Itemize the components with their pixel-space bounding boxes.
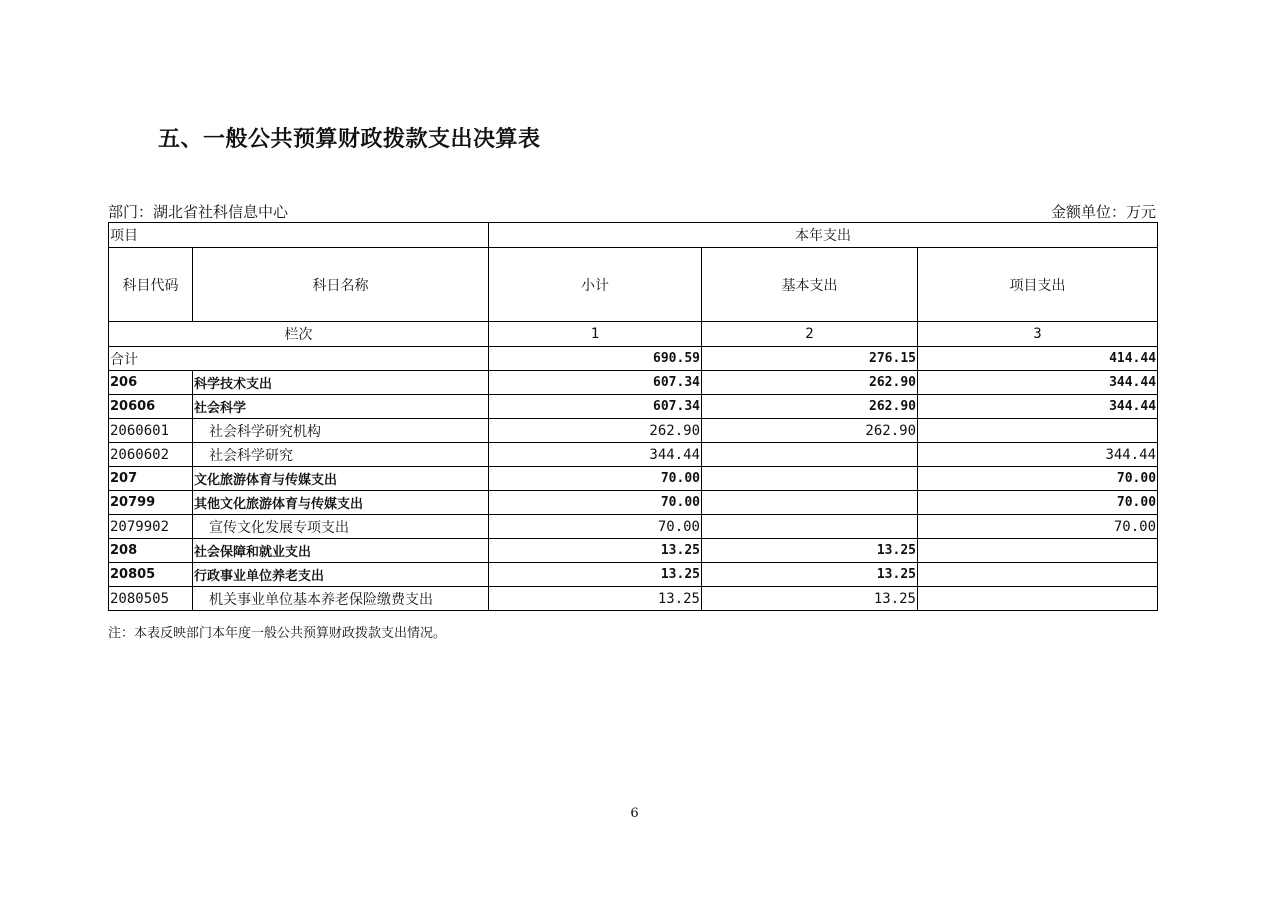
header-name: 科日名称: [193, 248, 489, 322]
row-code: 2080505: [109, 587, 193, 611]
row-subtotal: 13.25: [489, 539, 702, 563]
row-project: [918, 587, 1158, 611]
row-code: 206: [109, 371, 193, 395]
table-row: [109, 491, 1158, 515]
row-basic: 13.25: [702, 539, 918, 563]
department-label: 部门：湖北省社科信息中心: [108, 203, 289, 221]
header-row-2: [109, 248, 1158, 322]
header-item: 项目: [109, 223, 489, 248]
row-name: 社会科学研究: [193, 443, 489, 467]
row-code: 2079902: [109, 515, 193, 539]
row-name: 文化旅游体育与传媒支出: [193, 467, 489, 491]
row-project: 70.00: [918, 467, 1158, 491]
row-name: 宣传文化发展专项支出: [193, 515, 489, 539]
row-basic: [702, 467, 918, 491]
total-row: [109, 347, 1158, 371]
row-basic: 262.90: [702, 419, 918, 443]
total-label: 合计: [109, 347, 489, 371]
table-row: [109, 539, 1158, 563]
row-code: 20805: [109, 563, 193, 587]
row-basic: [702, 515, 918, 539]
row-subtotal: 70.00: [489, 515, 702, 539]
table-row: [109, 587, 1158, 611]
header-col-1: 1: [489, 322, 702, 347]
row-code: 2060601: [109, 419, 193, 443]
row-basic: 13.25: [702, 563, 918, 587]
header-col-3: 3: [918, 322, 1158, 347]
row-basic: [702, 443, 918, 467]
table-note: 注：本表反映部门本年度一般公共预算财政拨款支出情况。: [108, 626, 447, 641]
row-project: 344.44: [918, 443, 1158, 467]
row-subtotal: 13.25: [489, 563, 702, 587]
row-name: 社会科学研究机构: [193, 419, 489, 443]
table-row: [109, 467, 1158, 491]
table-row: [109, 515, 1158, 539]
row-project: [918, 539, 1158, 563]
header-project: 项目支出: [918, 248, 1158, 322]
row-subtotal: 70.00: [489, 467, 702, 491]
row-subtotal: 13.25: [489, 587, 702, 611]
table-row: [109, 371, 1158, 395]
row-project: [918, 419, 1158, 443]
row-project: 70.00: [918, 491, 1158, 515]
header-row-3: [109, 322, 1158, 347]
row-project: 70.00: [918, 515, 1158, 539]
row-code: 208: [109, 539, 193, 563]
row-name: 社会科学: [193, 395, 489, 419]
row-name: 社会保障和就业支出: [193, 539, 489, 563]
row-code: 20606: [109, 395, 193, 419]
row-basic: [702, 491, 918, 515]
row-name: 机关事业单位基本养老保险缴费支出: [193, 587, 489, 611]
row-basic: 262.90: [702, 395, 918, 419]
row-subtotal: 70.00: [489, 491, 702, 515]
page-title: 五、一般公共预算财政拨款支出决算表: [158, 127, 541, 152]
row-code: 20799: [109, 491, 193, 515]
total-subtotal: 690.59: [489, 347, 702, 371]
header-code: 科目代码: [109, 248, 193, 322]
row-code: 207: [109, 467, 193, 491]
total-project: 414.44: [918, 347, 1158, 371]
table-row: [109, 395, 1158, 419]
header-row-1: [109, 223, 1158, 248]
row-name: 行政事业单位养老支出: [193, 563, 489, 587]
page-number: 6: [630, 806, 639, 821]
header-column-no: 栏次: [109, 322, 489, 347]
header-subtotal: 小计: [489, 248, 702, 322]
row-subtotal: 262.90: [489, 419, 702, 443]
header-basic: 基本支出: [702, 248, 918, 322]
row-name: 科学技术支出: [193, 371, 489, 395]
row-basic: 262.90: [702, 371, 918, 395]
row-subtotal: 344.44: [489, 443, 702, 467]
row-basic: 13.25: [702, 587, 918, 611]
row-project: 344.44: [918, 395, 1158, 419]
row-subtotal: 607.34: [489, 371, 702, 395]
budget-table: [108, 222, 1158, 611]
row-code: 2060602: [109, 443, 193, 467]
header-col-2: 2: [702, 322, 918, 347]
row-subtotal: 607.34: [489, 395, 702, 419]
table-row: [109, 563, 1158, 587]
row-name: 其他文化旅游体育与传媒支出: [193, 491, 489, 515]
table-row: [109, 443, 1158, 467]
row-project: 344.44: [918, 371, 1158, 395]
total-basic: 276.15: [702, 347, 918, 371]
budget-table-body: [109, 223, 1158, 611]
unit-label: 金额单位：万元: [1050, 203, 1156, 221]
row-project: [918, 563, 1158, 587]
header-current-year: 本年支出: [489, 223, 1158, 248]
table-row: [109, 419, 1158, 443]
